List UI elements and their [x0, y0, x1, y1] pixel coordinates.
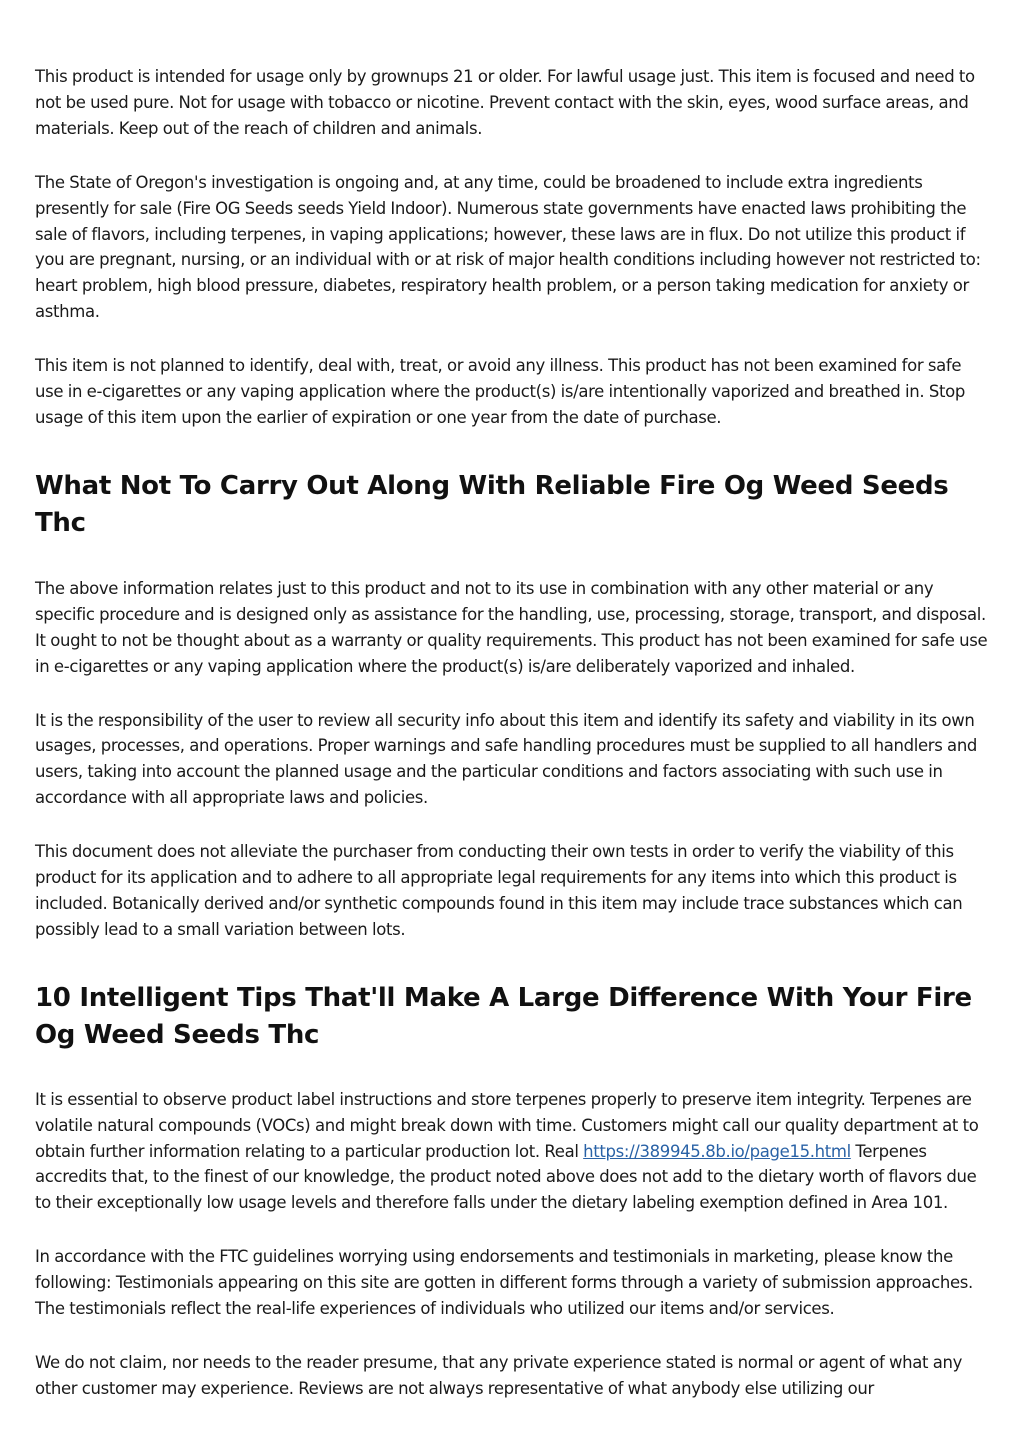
- paragraph-text-before-link: It is essential to observe product label instructions and store terpenes properly to preserve item integrity. Terpenes are volatile natural compounds (VOCs) and might break down with time. Customers might call our quality department at to obtain further information relating to a particular production lot. Real: [35, 1089, 979, 1161]
- paragraph-not-for-illness: This item is not planned to identify, deal with, treat, or avoid any illness. This product has not been examined for safe use in e-cigarettes or any vaping application where the product(s) is/are intentionally vaporized and breathed in. Stop usage of this item upon the earlier of expiration or one year from the date of purchase.: [35, 356, 965, 427]
- paragraph-usage-restrictions: This product is intended for usage only by grownups 21 or older. For lawful usage just. This item is focused and need to not be used pure. Not for usage with tobacco or nicotine. Prevent contact with the skin, eyes, wood surface areas, and materials. Keep out of the reach of children and animals.: [35, 67, 975, 138]
- heading-what-not-to-carry-out: What Not To Carry Out Along With Reliable Fire Og Weed Seeds Thc: [35, 470, 949, 538]
- paragraph-label-instructions: [35, 1087, 991, 1217]
- heading-intelligent-tips: 10 Intelligent Tips That'll Make A Large Difference With Your Fire Og Weed Seeds Thc: [35, 982, 972, 1050]
- page-link[interactable]: https://389945.8b.io/page15.html: [583, 1141, 851, 1161]
- paragraph-purchaser-tests: This document does not alleviate the purchaser from conducting their own tests in order to verify the viability of this product for its application and to adhere to all appropriate legal requirements for any items into which this product is included. Botanically derived and/or synthetic compounds found in this item may include trace substances which can possibly lead to a small variation between lots.: [35, 842, 963, 939]
- paragraph-ftc-guidelines: In accordance with the FTC guidelines worrying using endorsements and testimonials in marketing, please know the following: Testimonials appearing on this site are gotten in different forms through a variety of submission approaches. The testimonials reflect the real-life experiences of individuals who utilized our items and/or services.: [35, 1247, 973, 1319]
- paragraph-text-after-link: Terpenes accredits that, to the finest of our knowledge, the product noted above does not add to the dietary worth of flavors due to their exceptionally low usage levels and therefore falls under the dietary labeling exemption defined in Area 101.: [35, 1141, 977, 1213]
- paragraph-information-scope: The above information relates just to this product and not to its use in combination with any other material or any specific procedure and is designed only as assistance for the handling, use, processing, storage, transport, and disposal. It ought to not be thought about as a warranty or quality requirements. This product has not been examined for safe use in e-cigarettes or any vaping application where the product(s) is/are deliberately vaporized and inhaled.: [35, 578, 988, 676]
- paragraph-oregon-investigation: The State of Oregon's investigation is ongoing and, at any time, could be broadened to include extra ingredients presently for sale (Fire OG Seeds seeds Yield Indoor). Numerous state governments have enacted laws prohibiting the sale of flavors, including terpenes, in vaping applications; however, these laws are in flux. Do not utilize this product if you are pregnant, nursing, or an individual with or at risk of major health conditions including however not restricted to: heart problem, high blood pressure, diabetes, respiratory health problem, or a person taking medication for anxiety or asthma.: [35, 172, 981, 322]
- article-body: [35, 64, 991, 1402]
- paragraph-user-responsibility: It is the responsibility of the user to review all security info about this item and identify its safety and viability in its own usages, processes, and operations. Proper warnings and safe handling procedures must be supplied to all handlers and users, taking into account the planned usage and the particular conditions and factors associating with such use in accordance with all appropriate laws and policies.: [35, 710, 978, 808]
- paragraph-no-claim: We do not claim, nor needs to the reader presume, that any private experience stated is normal or agent of what any other customer may experience. Reviews are not always representative of what anybody else utilizing our: [35, 1353, 963, 1398]
